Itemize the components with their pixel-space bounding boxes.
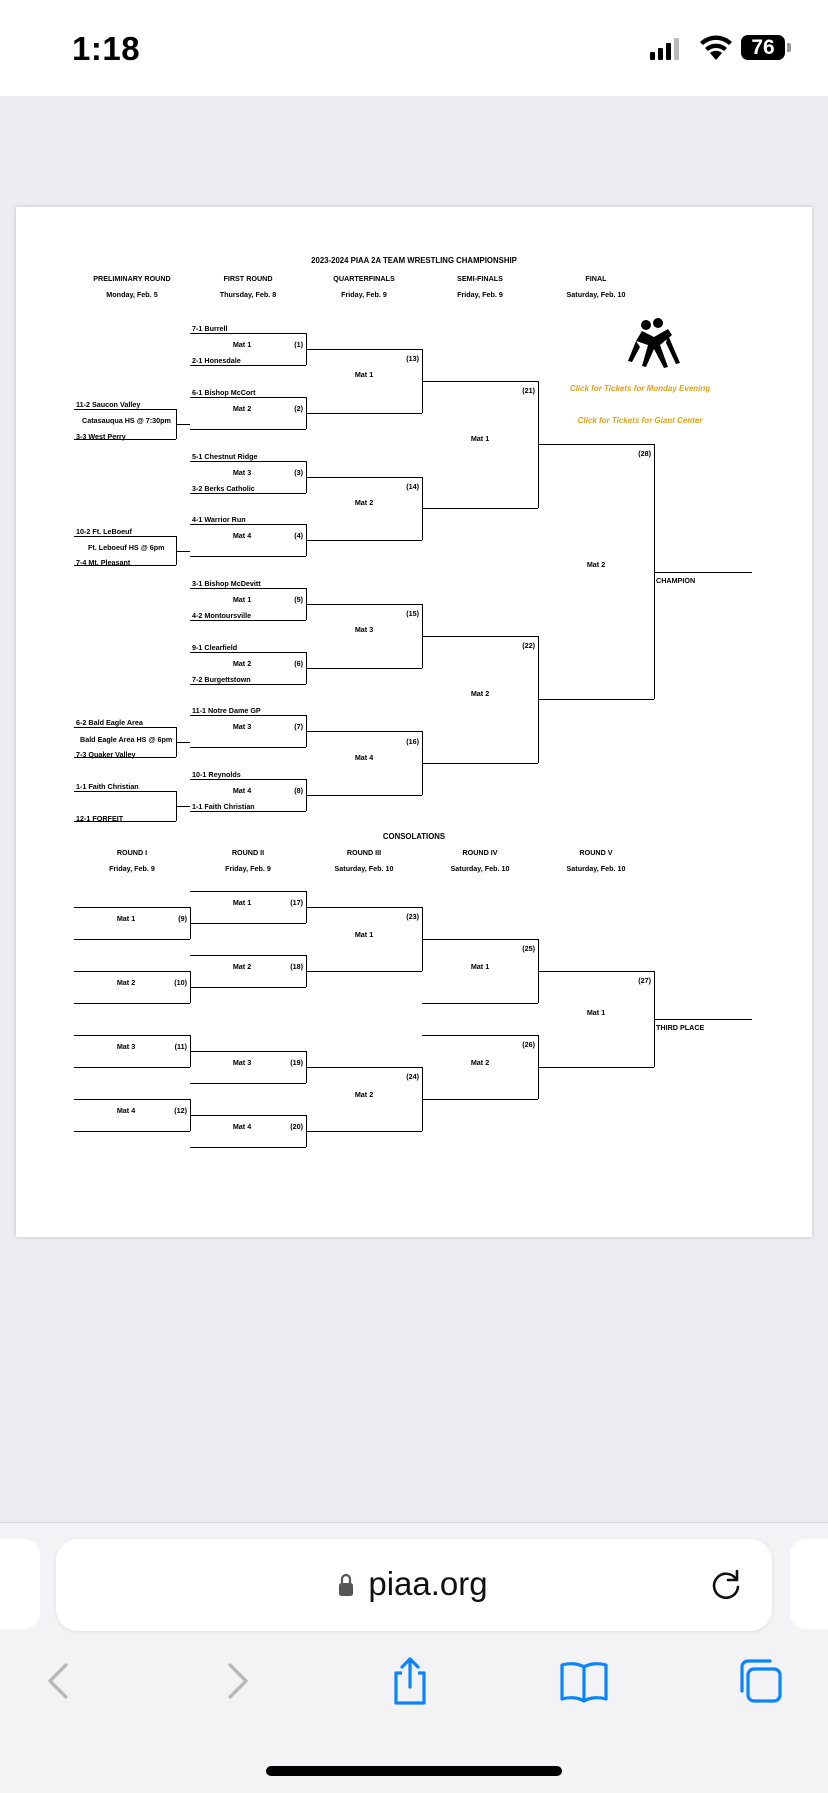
round-date-semifinals: Friday, Feb. 9 (457, 290, 503, 299)
status-icons (650, 30, 800, 66)
match-number: (19) (290, 1058, 303, 1067)
mat-label: Mat 1 (470, 434, 490, 443)
share-icon[interactable] (382, 1653, 438, 1709)
champion-label: CHAMPION (656, 576, 696, 585)
bracket-line (190, 429, 306, 430)
team-name: 3-2 Berks Catholic (192, 484, 255, 493)
forward-icon[interactable] (208, 1653, 264, 1709)
cons-round-header: ROUND V (579, 848, 613, 857)
bracket-line (74, 1003, 190, 1004)
bracket-line (306, 604, 422, 605)
wifi-icon (700, 34, 732, 60)
round-header-final: FINAL (585, 274, 607, 283)
prelim-team: 7-4 Mt. Pleasant (76, 558, 131, 567)
bracket-line (74, 1099, 190, 1100)
match-number: (13) (406, 354, 419, 363)
bracket-line (306, 413, 422, 414)
bracket-line (190, 556, 306, 557)
round-date-first: Thursday, Feb. 8 (219, 290, 277, 299)
bracket-line (538, 1067, 654, 1068)
prelim-site: Ft. Leboeuf HS @ 6pm (88, 543, 165, 552)
bracket-line (176, 806, 190, 807)
bracket-line (190, 684, 306, 685)
match-number: (15) (406, 609, 419, 618)
match-number: (28) (638, 449, 651, 458)
mat-label: Mat 3 (116, 1042, 136, 1051)
match-number: (6) (294, 659, 303, 668)
bracket-line (190, 365, 306, 366)
bracket-line (190, 1115, 306, 1116)
team-name: 7-1 Burrell (192, 324, 228, 333)
tickets-monday-link[interactable]: Click for Tickets for Monday Evening (569, 384, 711, 393)
bracket-line (190, 715, 306, 716)
team-name: 4-1 Warrior Run (192, 515, 246, 524)
prelim-team: 12-1 FORFEIT (76, 814, 124, 823)
match-number: (20) (290, 1122, 303, 1131)
mat-label: Mat 2 (116, 978, 136, 987)
bracket-line (190, 987, 306, 988)
consolation-title: CONSOLATIONS (382, 832, 446, 841)
prelim-site: Bald Eagle Area HS @ 6pm (80, 735, 173, 744)
mat-label: Mat 2 (232, 659, 252, 668)
match-number: (18) (290, 962, 303, 971)
prelim-team: 11-2 Saucon Valley (76, 400, 141, 409)
back-icon[interactable] (32, 1653, 88, 1709)
bracket-line (190, 333, 306, 334)
cellular-signal-icon (650, 38, 680, 60)
match-number: (3) (294, 468, 303, 477)
mat-label: Mat 2 (354, 1090, 374, 1099)
reload-icon[interactable] (708, 1567, 744, 1603)
team-name: 6-1 Bishop McCort (192, 388, 256, 397)
bracket-line (190, 747, 306, 748)
bracket-line (190, 1147, 306, 1148)
round-header-quarterfinals: QUARTERFINALS (333, 274, 395, 283)
mat-label: Mat 3 (232, 1058, 252, 1067)
prelim-team: 6-2 Bald Eagle Area (76, 718, 143, 727)
address-bar[interactable] (56, 1539, 772, 1631)
mat-label: Mat 3 (232, 468, 252, 477)
bracket-line (306, 668, 422, 669)
mat-label: Mat 2 (232, 404, 252, 413)
prelim-team: 1-1 Faith Christian (76, 782, 139, 791)
round-date-preliminary: Monday, Feb. 5 (106, 290, 158, 299)
bracket-line (306, 1067, 422, 1068)
bracket-document (16, 207, 812, 1237)
team-name: 9-1 Clearfield (192, 643, 238, 652)
bracket-line (422, 636, 538, 637)
round-header-semifinals: SEMI-FINALS (457, 274, 503, 283)
bracket-line (190, 955, 306, 956)
prelim-team: 10-2 Ft. LeBoeuf (76, 527, 132, 536)
mat-label: Mat 1 (232, 595, 252, 604)
match-number: (22) (522, 641, 535, 650)
round-header-preliminary: PRELIMINARY ROUND (93, 274, 171, 283)
cons-round-header: ROUND IV (462, 848, 498, 857)
match-number: (7) (294, 722, 303, 731)
bracket-line (176, 551, 190, 552)
mat-label: Mat 2 (354, 498, 374, 507)
match-number: (21) (522, 386, 535, 395)
cons-round-header: ROUND II (231, 848, 265, 857)
prelim-site: Catasauqua HS @ 7:30pm (82, 416, 171, 425)
bracket-line (190, 891, 306, 892)
bracket-line (306, 540, 422, 541)
mat-label: Mat 4 (354, 753, 374, 762)
bracket-line (306, 1131, 422, 1132)
lock-icon (338, 1573, 354, 1597)
mat-label: Mat 4 (232, 1122, 252, 1131)
team-name: 5-1 Chestnut Ridge (192, 452, 258, 461)
document-title: 2023-2024 PIAA 2A TEAM WRESTLING CHAMPIONSHIP (311, 256, 517, 265)
bracket-line (190, 588, 306, 589)
bracket-line (538, 699, 654, 700)
next-tab-preview[interactable] (790, 1539, 828, 1629)
cons-round-header: ROUND I (116, 848, 148, 857)
mat-label: Mat 1 (232, 340, 252, 349)
mat-label: Mat 1 (470, 962, 490, 971)
team-name: 4-2 Montoursville (192, 611, 252, 620)
bracket-line (422, 381, 538, 382)
bracket-line (538, 444, 654, 445)
bracket-line (422, 1099, 538, 1100)
team-name: 10-1 Reynolds (192, 770, 241, 779)
bracket-line (306, 731, 422, 732)
bracket-line (176, 742, 190, 743)
cons-round-header: ROUND III (346, 848, 382, 857)
match-number: (24) (406, 1072, 419, 1081)
bracket-line (306, 349, 422, 350)
bracket-line (74, 409, 176, 410)
mat-label: Mat 4 (232, 786, 252, 795)
team-name: 11-1 Notre Dame GP (192, 706, 261, 715)
battery-tip (787, 43, 791, 52)
home-indicator (266, 1766, 562, 1776)
bracket-line (74, 1131, 190, 1132)
bracket-line (422, 1035, 538, 1036)
match-number: (4) (294, 531, 303, 540)
mat-label: Mat 2 (470, 1058, 490, 1067)
match-number: (8) (294, 786, 303, 795)
battery-indicator: 76 (741, 35, 785, 60)
mat-label: Mat 1 (354, 930, 374, 939)
bracket-line (190, 923, 306, 924)
clock: 1:18 (72, 30, 141, 67)
cons-round-date: Friday, Feb. 9 (225, 864, 271, 873)
round-date-final: Saturday, Feb. 10 (566, 290, 626, 299)
tabs-icon[interactable] (732, 1653, 788, 1709)
mat-label: Mat 4 (232, 531, 252, 540)
bracket-line (654, 572, 752, 573)
bracket-line (190, 1083, 306, 1084)
team-name: 7-2 Burgettstown (192, 675, 251, 684)
bracket-line (74, 536, 176, 537)
third-place-label: THIRD PLACE (656, 1023, 705, 1032)
bracket-line (74, 907, 190, 908)
match-number: (25) (522, 944, 535, 953)
prelim-team: 7-3 Quaker Valley (76, 750, 136, 759)
match-number: (14) (406, 482, 419, 491)
bracket-line (74, 727, 176, 728)
cons-round-date: Saturday, Feb. 10 (334, 864, 394, 873)
url-text[interactable]: piaa.org (368, 1565, 488, 1602)
bracket-line (422, 939, 538, 940)
bracket-line (190, 524, 306, 525)
match-number: (12) (174, 1106, 187, 1115)
team-name: 2-1 Honesdale (192, 356, 241, 365)
mat-label: Mat 2 (232, 962, 252, 971)
bracket-line (306, 795, 422, 796)
bracket-line (306, 907, 422, 908)
bracket-line (74, 971, 190, 972)
cons-round-date: Saturday, Feb. 10 (450, 864, 510, 873)
bracket-line (190, 779, 306, 780)
bracket-line (176, 424, 190, 425)
bracket-line (190, 620, 306, 621)
mat-label: Mat 2 (586, 560, 606, 569)
bracket-line (422, 508, 538, 509)
round-header-first: FIRST ROUND (223, 274, 273, 283)
bracket-line (422, 1003, 538, 1004)
match-number: (23) (406, 912, 419, 921)
bracket-line (74, 1035, 190, 1036)
match-number: (16) (406, 737, 419, 746)
bracket-line (74, 939, 190, 940)
bracket-line (190, 652, 306, 653)
bracket-line (306, 971, 422, 972)
match-number: (11) (174, 1042, 187, 1051)
previous-tab-preview[interactable] (0, 1539, 40, 1629)
tickets-giant-center-link[interactable]: Click for Tickets for Giant Center (577, 416, 703, 425)
team-name: 1-1 Faith Christian (192, 802, 255, 811)
bracket-line (190, 493, 306, 494)
match-number: (2) (294, 404, 303, 413)
browser-bottom-bar (0, 1522, 828, 1793)
mat-label: Mat 1 (586, 1008, 606, 1017)
mat-label: Mat 1 (116, 914, 136, 923)
match-number: (17) (290, 898, 303, 907)
bracket-line (654, 1019, 752, 1020)
bracket-line (190, 397, 306, 398)
status-bar (0, 0, 828, 96)
team-name: 3-1 Bishop McDevitt (192, 579, 261, 588)
bracket-line (538, 971, 654, 972)
bracket-line (190, 811, 306, 812)
bracket-line (74, 1067, 190, 1068)
cons-round-date: Friday, Feb. 9 (109, 864, 155, 873)
bracket-line (190, 461, 306, 462)
match-number: (5) (294, 595, 303, 604)
match-number: (27) (638, 976, 651, 985)
bracket-line (74, 791, 176, 792)
mat-label: Mat 1 (354, 370, 374, 379)
mat-label: Mat 4 (116, 1106, 136, 1115)
wrestlers-logo (624, 315, 684, 371)
cons-round-date: Saturday, Feb. 10 (566, 864, 626, 873)
bracket-line (190, 1051, 306, 1052)
mat-label: Mat 1 (232, 898, 252, 907)
bracket-line (306, 477, 422, 478)
match-number: (10) (174, 978, 187, 987)
mat-label: Mat 3 (232, 722, 252, 731)
bracket-line (422, 763, 538, 764)
prelim-team: 3-3 West Perry (76, 432, 126, 441)
mat-label: Mat 3 (354, 625, 374, 634)
mat-label: Mat 2 (470, 689, 490, 698)
match-number: (1) (294, 340, 303, 349)
round-date-quarterfinals: Friday, Feb. 9 (341, 290, 387, 299)
match-number: (26) (522, 1040, 535, 1049)
bookmarks-icon[interactable] (556, 1653, 612, 1709)
match-number: (9) (178, 914, 187, 923)
